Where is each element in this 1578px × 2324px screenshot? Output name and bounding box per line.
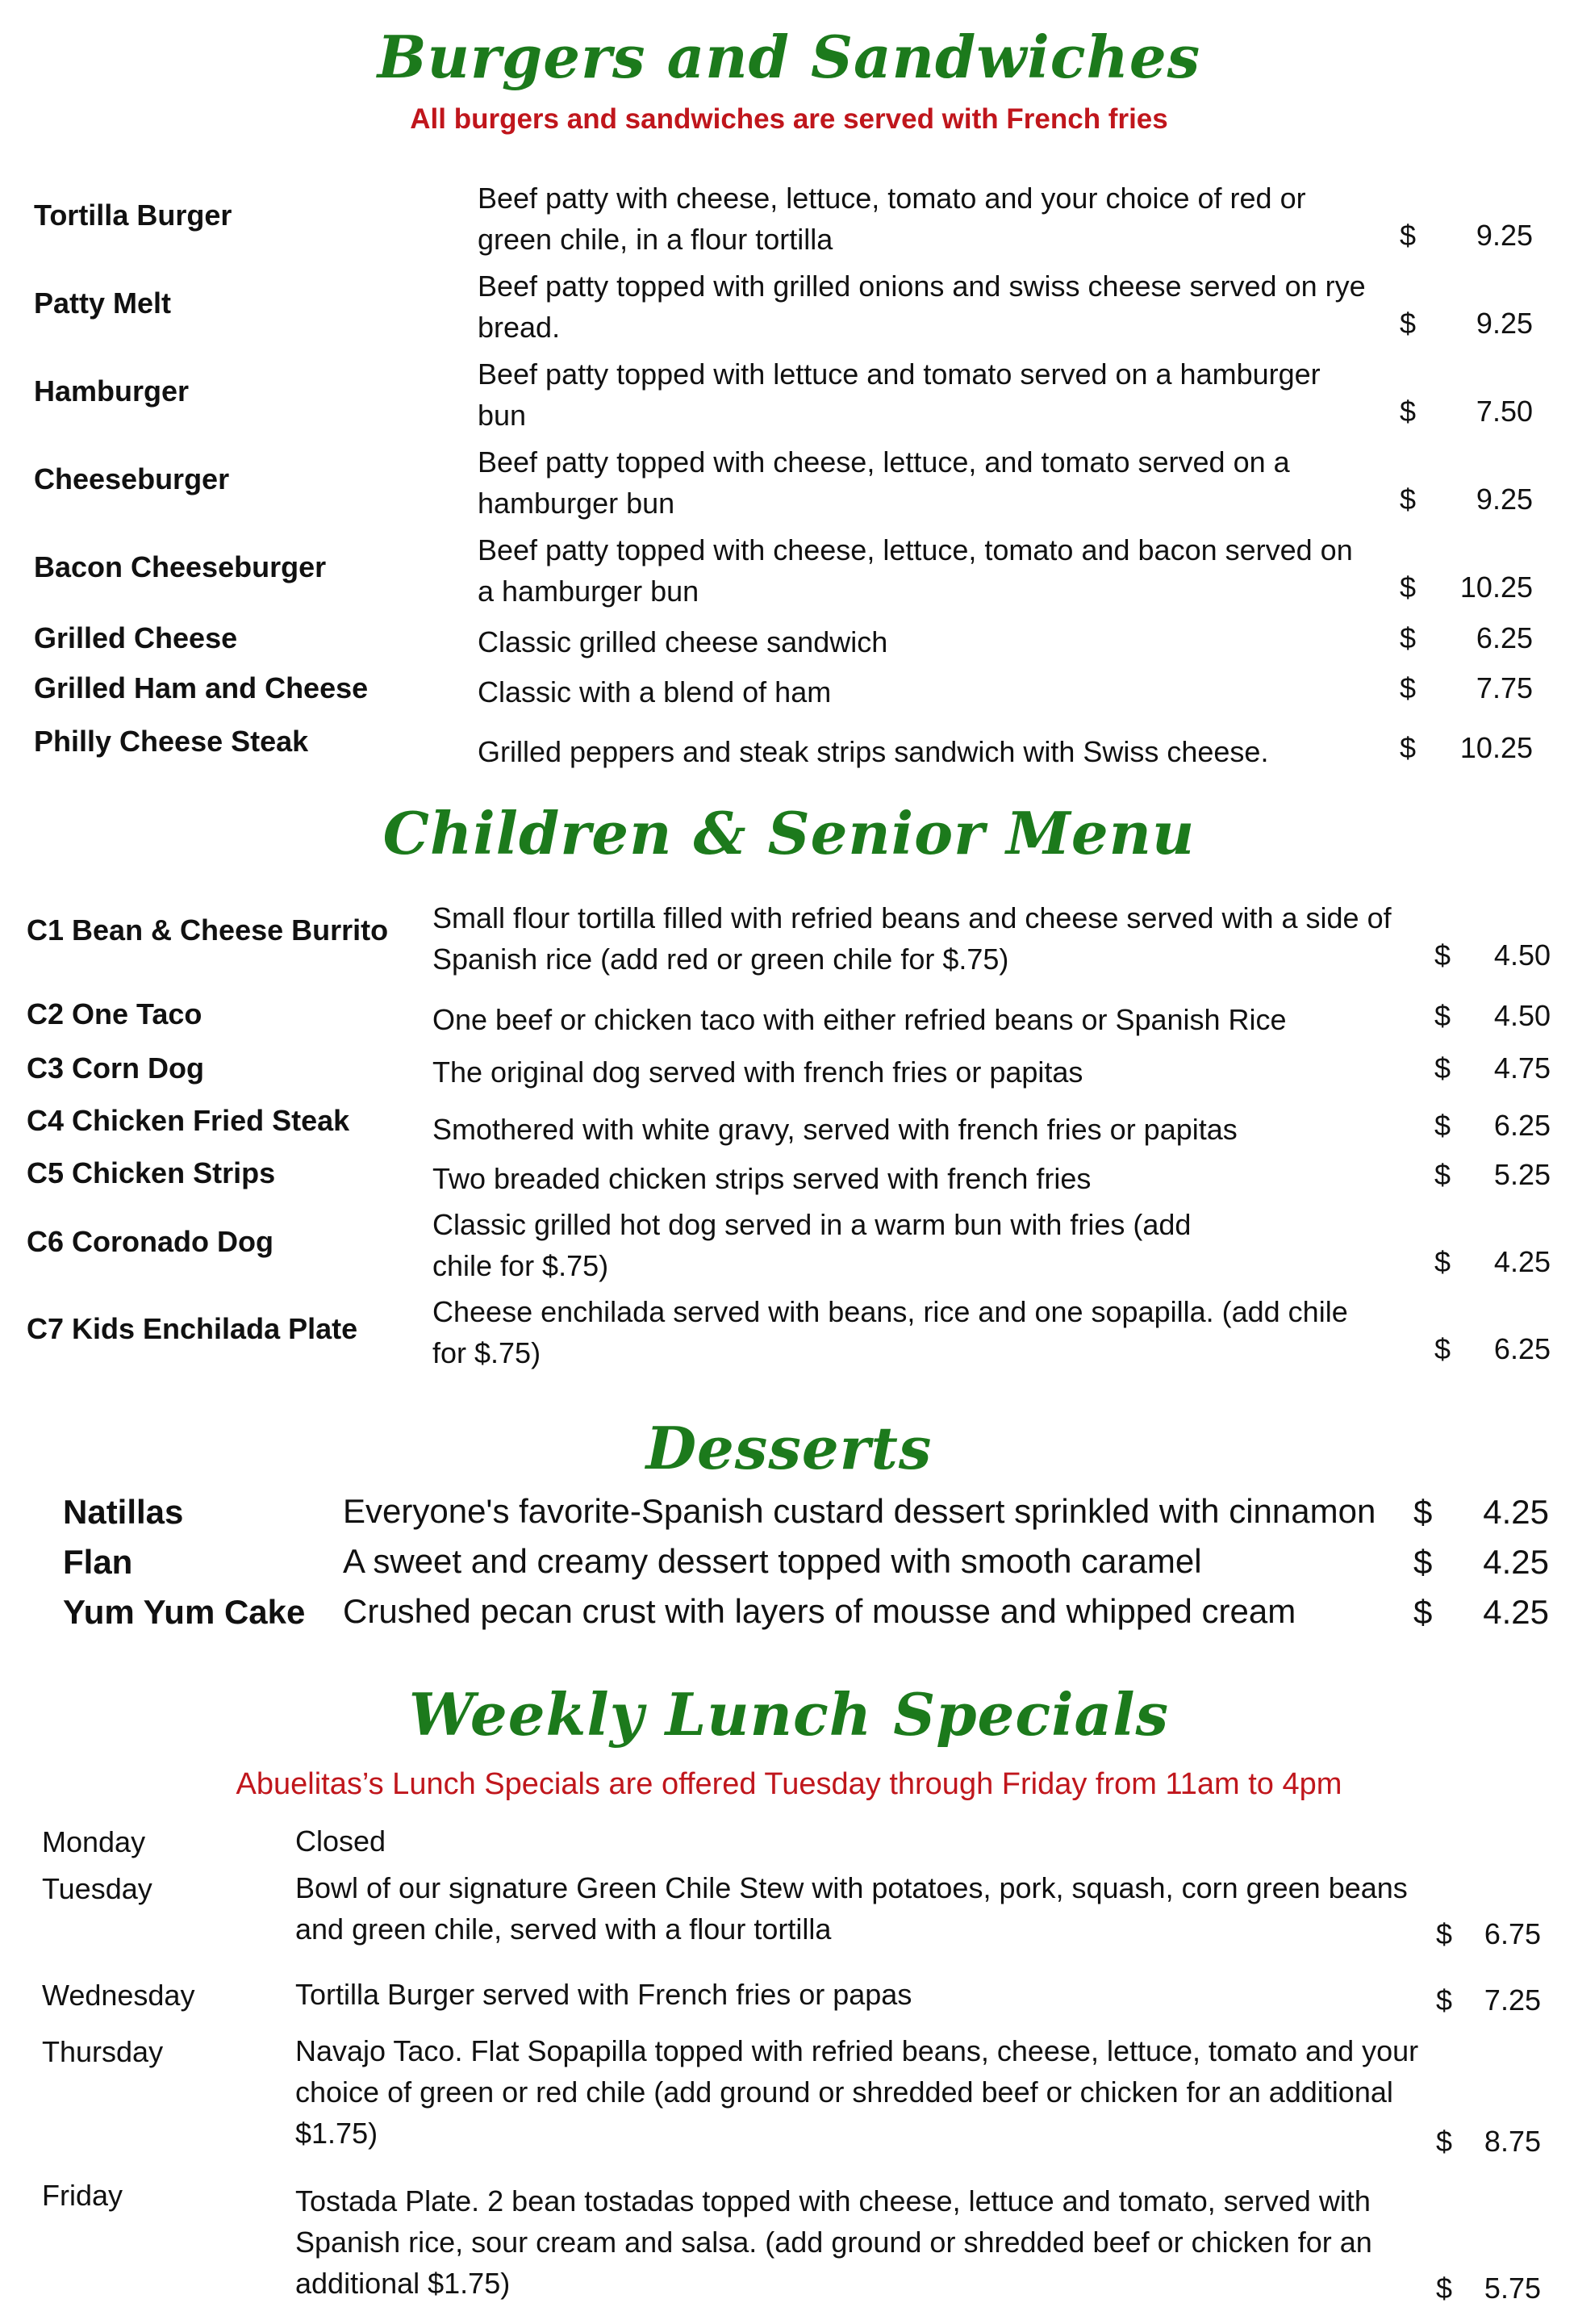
item-price: 6.25 — [1493, 1332, 1551, 1365]
item-price: 4.75 — [1493, 1051, 1551, 1085]
lunch-description: Tostada Plate. 2 bean tostadas topped with cheese, lettuce and tomato, served with Spanish rice, sour cream and salsa. (add ground or shredded beef or chicken for an additional $1.75) — [295, 2184, 1372, 2300]
item-price: 4.25 — [1483, 1543, 1549, 1581]
day-label: Wednesday — [42, 1979, 195, 2012]
item-price: 9.25 — [1476, 307, 1533, 340]
item-description: Beef patty topped with lettuce and tomato served on a hamburger bun — [478, 357, 1321, 432]
item-name: C6 Coronado Dog — [27, 1225, 273, 1258]
item-currency: $ — [1434, 1109, 1451, 1142]
item-currency: $ — [1434, 1051, 1451, 1085]
item-name: Cheeseburger — [34, 462, 230, 495]
item-description: A sweet and creamy dessert topped with smooth caramel — [343, 1542, 1202, 1580]
desserts-section-title: Desserts — [645, 1414, 933, 1482]
item-currency: $ — [1400, 571, 1417, 604]
item-currency: $ — [1400, 621, 1417, 654]
item-description: The original dog served with french fries or papitas — [432, 1055, 1083, 1089]
item-currency: $ — [1436, 1983, 1453, 2017]
item-description: Cheese enchilada served with beans, rice and one sopapilla. (add chile for $.75) — [432, 1295, 1348, 1369]
lunch-description: Tortilla Burger served with French fries or papas — [295, 1978, 912, 2011]
item-price: 5.75 — [1484, 2272, 1541, 2305]
item-price: 4.50 — [1493, 999, 1551, 1032]
item-price: 6.25 — [1493, 1109, 1551, 1142]
item-name: Flan — [63, 1543, 133, 1581]
item-price: 6.75 — [1484, 1917, 1541, 1950]
lunch-description: Closed — [295, 1825, 386, 1858]
item-currency: $ — [1434, 938, 1451, 972]
item-price: 9.25 — [1476, 219, 1533, 252]
item-name: C7 Kids Enchilada Plate — [27, 1312, 358, 1345]
item-price: 8.75 — [1484, 2125, 1541, 2158]
item-currency: $ — [1413, 1543, 1433, 1581]
item-price: 4.25 — [1483, 1593, 1549, 1631]
item-description: One beef or chicken taco with either refried beans or Spanish Rice — [432, 1003, 1287, 1036]
item-name: C3 Corn Dog — [27, 1051, 204, 1085]
item-price: 10.25 — [1459, 731, 1533, 764]
item-description: Beef patty topped with cheese, lettuce, tomato and bacon served on a hamburger bun — [478, 533, 1353, 608]
item-name: Grilled Ham and Cheese — [34, 671, 369, 704]
burgers-section-subtitle: All burgers and sandwiches are served with French fries — [410, 103, 1168, 135]
item-description: Grilled peppers and steak strips sandwich with Swiss cheese. — [478, 735, 1269, 768]
item-name: Grilled Cheese — [34, 621, 238, 654]
item-name: Tortilla Burger — [34, 199, 232, 232]
item-description: Classic with a blend of ham — [478, 675, 832, 708]
item-price: 5.25 — [1493, 1158, 1551, 1191]
item-currency: $ — [1413, 1493, 1433, 1531]
day-label: Monday — [42, 1825, 146, 1858]
day-label: Tuesday — [42, 1872, 152, 1905]
item-currency: $ — [1434, 1245, 1451, 1278]
burgers-section-title: Burgers and Sandwiches — [377, 23, 1201, 91]
item-currency: $ — [1400, 671, 1417, 704]
item-price: 7.50 — [1476, 395, 1533, 428]
item-description: Two breaded chicken strips served with french fries — [432, 1162, 1092, 1195]
item-name: C5 Chicken Strips — [27, 1156, 276, 1189]
day-label: Thursday — [42, 2035, 164, 2068]
item-price: 6.25 — [1476, 621, 1533, 654]
children-section-title: Children & Senior Menu — [382, 799, 1196, 867]
item-price: 7.25 — [1484, 1983, 1541, 2017]
item-name: C2 One Taco — [27, 997, 202, 1030]
item-description: Everyone's favorite-Spanish custard dessert sprinkled with cinnamon — [343, 1492, 1376, 1530]
item-description: Beef patty with cheese, lettuce, tomato and your choice of red or green chile, in a flour tortilla — [478, 182, 1306, 256]
item-name: C1 Bean & Cheese Burrito — [27, 913, 389, 947]
item-name: Natillas — [63, 1493, 184, 1531]
item-price: 4.50 — [1493, 938, 1551, 972]
item-price: 4.25 — [1493, 1245, 1551, 1278]
lunch-section-subtitle: Abuelitas’s Lunch Specials are offered Tuesday through Friday from 11am to 4pm — [236, 1767, 1342, 1801]
item-name: Yum Yum Cake — [63, 1593, 306, 1631]
item-currency: $ — [1400, 395, 1417, 428]
item-name: C4 Chicken Fried Steak — [27, 1104, 350, 1137]
item-currency: $ — [1436, 2272, 1453, 2305]
lunch-section-title: Weekly Lunch Specials — [408, 1680, 1170, 1749]
lunch-description: Navajo Taco. Flat Sopapilla topped with refried beans, cheese, lettuce, tomato and your choice of green or red chile (add ground or shredded beef or chicken for an additional $1.75) — [295, 2034, 1419, 2150]
lunch-description: Bowl of our signature Green Chile Stew with potatoes, pork, squash, corn green beans and green chile, served with a flour tortilla — [295, 1871, 1408, 1946]
day-label: Friday — [42, 2179, 123, 2212]
item-currency: $ — [1434, 999, 1451, 1032]
item-description: Beef patty topped with grilled onions and swiss cheese served on rye bread. — [478, 270, 1366, 344]
item-description: Classic grilled hot dog served in a warm bun with fries (add chile for $.75) — [432, 1208, 1192, 1282]
item-currency: $ — [1436, 1917, 1453, 1950]
item-description: Small flour tortilla filled with refried beans and cheese served with a side of Spanish rice (add red or green chile for $.75) — [432, 901, 1392, 976]
item-name: Bacon Cheeseburger — [34, 550, 327, 583]
item-description: Beef patty topped with cheese, lettuce, and tomato served on a hamburger bun — [478, 445, 1290, 520]
item-currency: $ — [1400, 483, 1417, 516]
item-price: 4.25 — [1483, 1493, 1549, 1531]
item-currency: $ — [1400, 731, 1417, 764]
item-currency: $ — [1413, 1593, 1433, 1631]
item-name: Patty Melt — [34, 286, 172, 320]
item-currency: $ — [1436, 2125, 1453, 2158]
item-description: Classic grilled cheese sandwich — [478, 625, 888, 658]
item-description: Smothered with white gravy, served with french fries or papitas — [432, 1113, 1238, 1146]
item-currency: $ — [1434, 1332, 1451, 1365]
item-currency: $ — [1400, 307, 1417, 340]
item-name: Hamburger — [34, 374, 190, 408]
item-name: Philly Cheese Steak — [34, 725, 309, 758]
item-price: 9.25 — [1476, 483, 1533, 516]
item-price: 7.75 — [1476, 671, 1533, 704]
item-currency: $ — [1434, 1158, 1451, 1191]
item-price: 10.25 — [1459, 571, 1533, 604]
item-currency: $ — [1400, 219, 1417, 252]
item-description: Crushed pecan crust with layers of mousse and whipped cream — [343, 1592, 1296, 1630]
